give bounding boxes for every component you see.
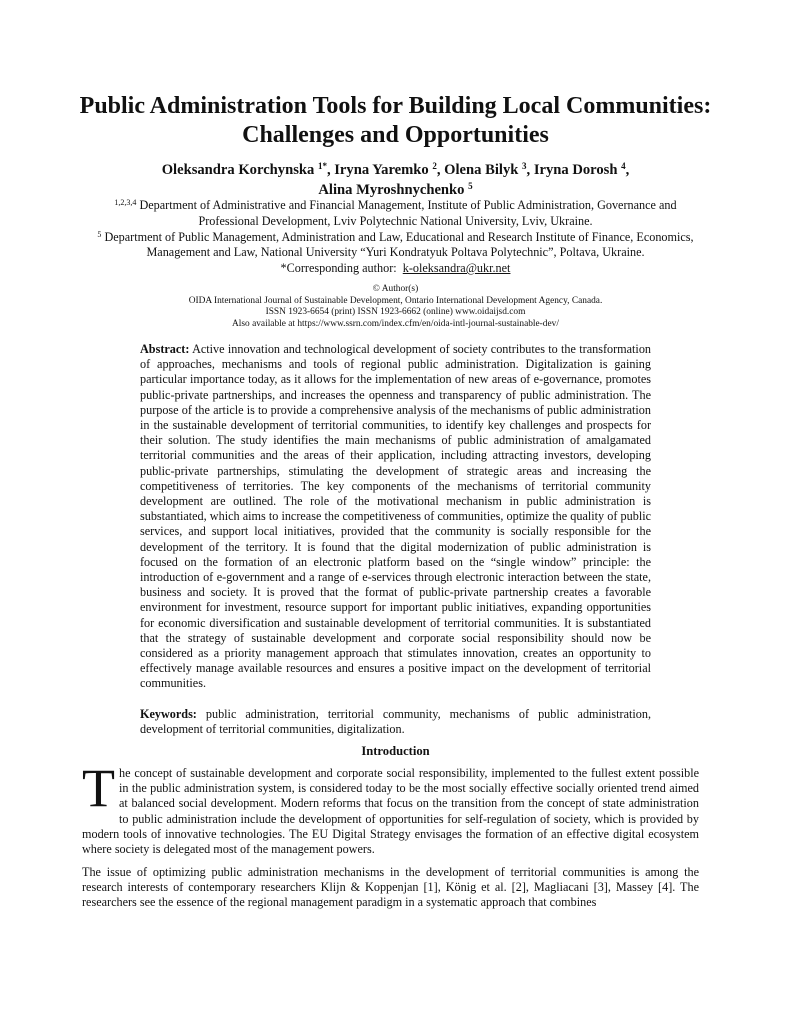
paper-title: Public Administration Tools for Building Local Communities: Challenges and Opportunities <box>79 93 712 148</box>
affiliations <box>88 198 703 277</box>
abstract-label: Abstract: <box>140 342 190 356</box>
abstract <box>140 342 651 692</box>
author: Olena Bilyk $^3$, <box>444 161 534 178</box>
issn-line: ISSN 1923-6654 (print) ISSN 1923-6662 (online) www.oidaijsd.com <box>265 307 526 318</box>
journal-name: OIDA International Journal of Sustainable Development, Ontario International Development Agency, Canada. <box>188 295 603 306</box>
abstract-text: Active innovation and technological development of society contributes to the transformation of approaches, mechanisms and tools of regional public administration. Digitalization is gaining particular importance today, as it allows for the implementation of new areas of e-governance, promotes public-private partnerships, and increases the openness and transparency of public administration. The purpose of the article is to provide a comprehensive analysis of the mechanisms of public administration in the sustainable development of territorial communities, to identify key challenges and prospects for their solution. The study identifies the main mechanisms of public administration of amalgamated territorial communities and the areas of their application, including attracting investors, developing public-private partnerships, stimulating the development of strategic areas and increasing the competitiveness of territories. The key components of the mechanisms of territorial community development are outlined. The role of the motivational mechanism in public administration is substantiated, which aims to increase the competitiveness of communities, optimize the quality of public services, and support local initiatives, provided that the community is socially responsible for the development of the territory. It is found that the digital modernization of public administration is focused on the formation of an electronic platform based on the “single window” principle: the introduction of e-government and a range of e-services through electronic interaction between the state, business and society. It is proved that the format of public-private partnership creates a favorable environment for investment, resource support for important public initiatives, expanding opportunities for economic diversification and sustainable development of territorial communities. It is substantiated that the strategy of sustainable development and corporate social responsibility should now be considered as a priority management approach that stimulates innovation, creates an opportunity to effectively manage available resources and ensures a positive impact on the development of territorial communities. <box>140 342 652 691</box>
corresponding-email-link[interactable]: k-oleksandra@ukr.net <box>402 261 511 276</box>
author: Iryna Yaremko $^2$, <box>334 161 445 178</box>
keywords-text: public administration, territorial community, mechanisms of public administration, development of territorial communities, digitalization. <box>140 707 651 737</box>
drop-cap: T <box>82 758 115 818</box>
author: Oleksandra Korchynska $^{1*}$, <box>161 161 335 178</box>
author: Iryna Dorosh $^4$, <box>533 161 630 178</box>
availability-line: Also available at https://www.ssrn.com/index.cfm/en/oida-intl-journal-sustainable-dev/ <box>232 318 559 329</box>
author-list <box>60 160 731 200</box>
introduction-paragraph-2: The issue of optimizing public administration mechanisms in the development of territorial communities is among the research interests of contemporary researchers Klijn & Koppenjan [1], König et al. [2], Magliacani [3], Massey [4]. The researchers see the essence of the regional management paradigm in a systematic approach that combines <box>82 865 699 910</box>
keywords-label: Keywords: <box>140 707 197 721</box>
copyright-line: © Author(s) <box>372 284 419 294</box>
corresponding-author: *Corresponding author: k-oleksandra@ukr.net <box>280 261 511 276</box>
introduction-paragraph-1: The concept of sustainable development and corporate social responsibility, implemented to the fullest extent possible in the public administration system, is considered today to be the most socially effective socially oriented trend aimed at balanced social development. Modern reforms that focus on the transition from the concept of state administration to public administration include the development of opportunities for self-regulation of society, which is provided by modern tools of innovative technologies. The EU Digital Strategy envisages the formation of an effective digital ecosystem where society is delegated most of the management powers. <box>82 758 699 857</box>
affiliation-2: $^5$ Department of Public Management, Administration and Law, Educational and Research Institute of Finance, Economics, Management and Law, National University “Yuri Kondratyuk Poltava Polytechnic”, Poltava, Ukraine. <box>97 229 694 260</box>
journal-info <box>100 284 691 330</box>
affiliation-1: $^{1,2,3,4}$ Department of Administrative and Financial Management, Institute of Public Administration, Governance and Professional Development, Lviv Polytechnic National University, Lviv, Ukraine. <box>114 198 677 228</box>
author: Alina Myroshnychenko $^5$ <box>318 181 473 198</box>
section-heading-introduction: Introduction <box>361 744 430 758</box>
keywords <box>140 707 651 737</box>
